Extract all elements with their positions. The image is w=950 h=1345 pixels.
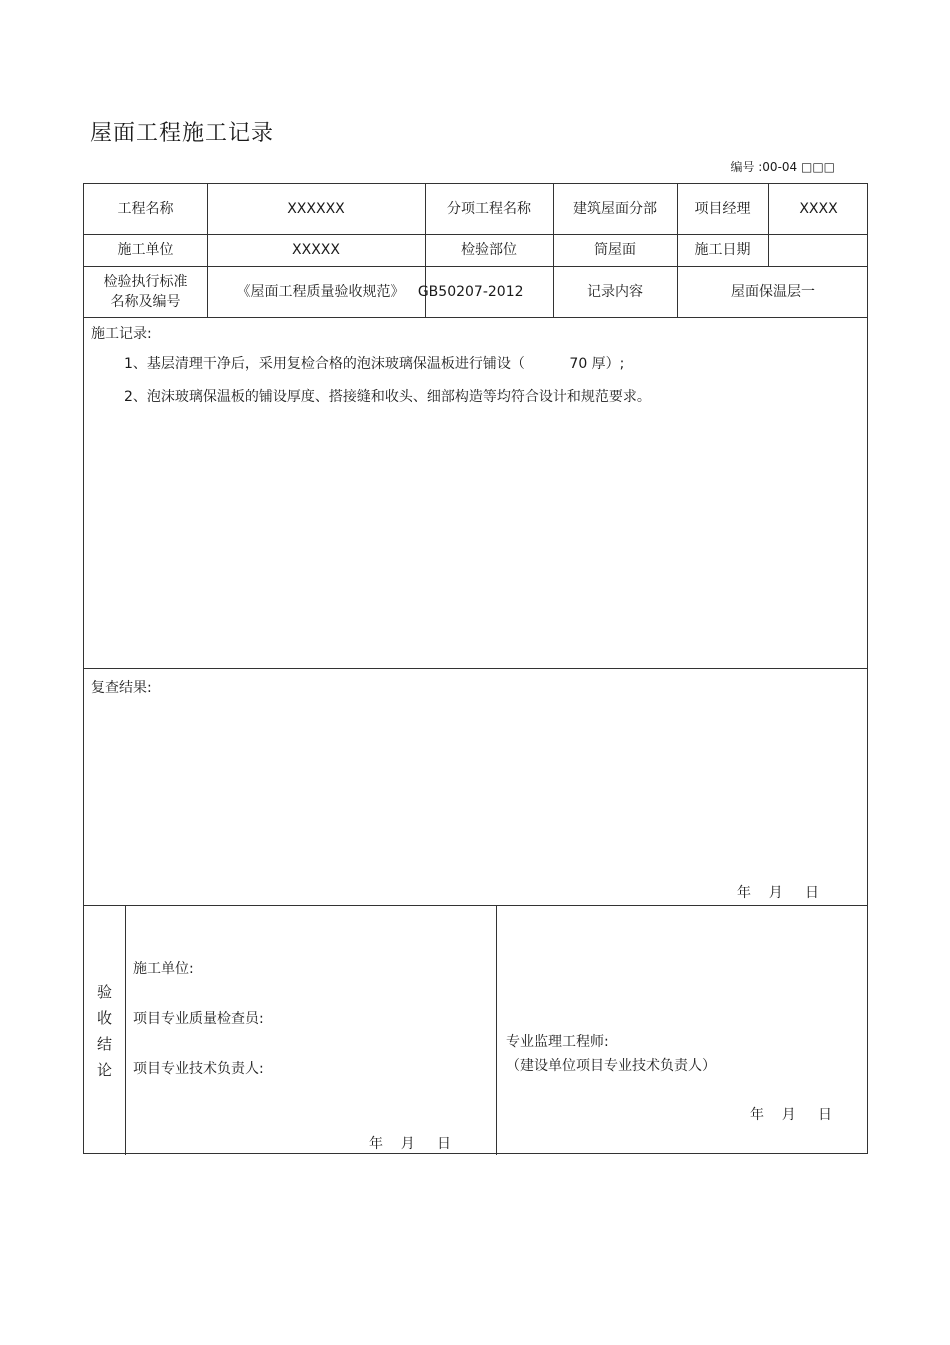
record-content-value: 屋面保温层一 xyxy=(731,283,815,300)
supervisor-date: 年 月 日 xyxy=(750,1107,833,1123)
review-label: 复查结果: xyxy=(91,680,152,696)
record-content-label: 记录内容 xyxy=(587,283,643,300)
manager-value: XXXX xyxy=(799,201,838,217)
acceptance-side-label: 验 收 结 论 xyxy=(96,983,112,1079)
date-label: 施工日期 xyxy=(694,242,751,258)
standard-value: 《屋面工程质量验收规范》 GB50207-2012 xyxy=(236,283,524,300)
date-value xyxy=(768,234,869,266)
supervisor-sub-label: （建设单位项目专业技术负责人） xyxy=(506,1058,716,1074)
project-name-label: 工程名称 xyxy=(117,201,174,217)
review-date: 年 月 日 xyxy=(737,885,820,901)
contractor-label: 施工单位 xyxy=(117,242,174,258)
contractor-date: 年 月 日 xyxy=(369,1136,452,1152)
contractor-value: XXXXX xyxy=(292,242,340,258)
manager-label: 项目经理 xyxy=(694,201,751,217)
standard-label xyxy=(84,266,207,317)
page-title: 屋面工程施工记录 xyxy=(90,121,275,146)
supervisor-label: 专业监理工程师: xyxy=(506,1034,609,1050)
construction-record-item-1: 1、基层清理干净后，采用复检合格的泡沫玻璃保温板进行铺设（ 70 厚）; xyxy=(124,356,625,372)
construction-record-item-2: 2、泡沫玻璃保温板的铺设厚度、搭接缝和收头、细部构造等均符合设计和规范要求。 xyxy=(124,389,651,405)
subproject-value: 建筑屋面分部 xyxy=(573,201,657,217)
contractor-unit-label: 施工单位: xyxy=(133,961,194,977)
construction-record-label: 施工记录: xyxy=(91,326,152,342)
tech-lead-label: 项目专业技术负责人: xyxy=(133,1061,264,1077)
standard-label-line2: 名称及编号 xyxy=(110,293,181,310)
project-name-value: XXXXXX xyxy=(287,201,345,217)
inspect-part-value: 筒屋面 xyxy=(594,242,636,258)
document-number: 编号 :00-04 □□□ xyxy=(730,160,835,174)
inspect-part-label: 检验部位 xyxy=(461,242,517,258)
subproject-label: 分项工程名称 xyxy=(447,201,531,217)
record-form xyxy=(83,183,868,1154)
quality-inspector-label: 项目专业质量检查员: xyxy=(133,1011,264,1027)
standard-label-line1: 检验执行标准 xyxy=(103,273,188,290)
